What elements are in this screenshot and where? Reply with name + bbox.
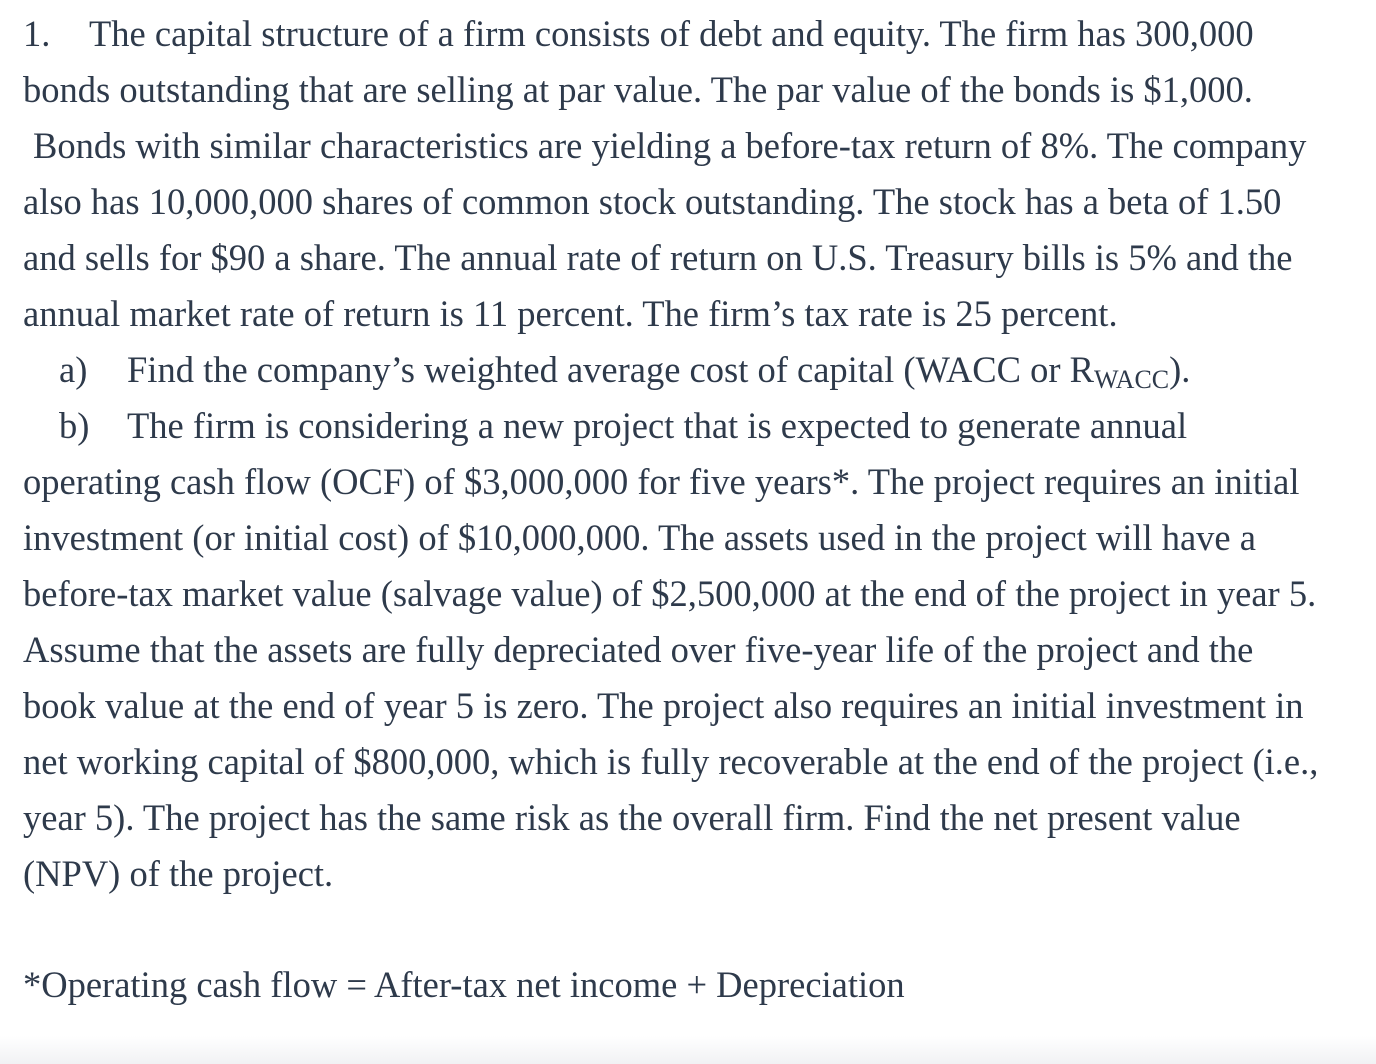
part-b-line-6: book value at the end of year 5 is zero. The project also requires an initial investment in [23, 685, 1304, 726]
part-b-text: The firm is considering a new project that is expected to generate annual [127, 405, 1188, 446]
part-b-line-4: before-tax market value (salvage value) of $2,500,000 at the end of the project in year 5. [23, 573, 1317, 614]
question-line-4: also has 10,000,000 shares of common stock outstanding. The stock has a beta of 1.50 [23, 181, 1282, 222]
part-b-line-9: (NPV) of the project. [23, 853, 334, 894]
part-b-line-7: net working capital of $800,000, which is fully recoverable at the end of the project (i.e., [23, 741, 1319, 782]
question-line-3: Bonds with similar characteristics are yielding a before-tax return of 8%. The company [33, 125, 1307, 166]
page-bottom-shadow [0, 1036, 1376, 1064]
footnote: *Operating cash flow = After-tax net income + Depreciation [23, 964, 905, 1005]
question-line-5: and sells for $90 a share. The annual rate of return on U.S. Treasury bills is 5% and the [23, 237, 1293, 278]
part-b-first-line [59, 406, 1187, 446]
question-line-2: bonds outstanding that are selling at par value. The par value of the bonds is $1,000. [23, 69, 1253, 110]
part-a [59, 350, 1190, 394]
part-a-text: Find the company’s weighted average cost of capital (WACC or R [127, 349, 1095, 390]
wacc-subscript: WACC [1094, 365, 1170, 394]
question-line-1 [23, 14, 1254, 54]
part-b-line-5: Assume that the assets are fully depreciated over five-year life of the project and the [23, 629, 1254, 670]
part-a-suffix: ). [1169, 349, 1191, 390]
question-text-line: The capital structure of a firm consists of debt and equity. The firm has 300,000 [89, 13, 1254, 54]
part-b-line-2: operating cash flow (OCF) of $3,000,000 for five years*. The project requires an initial [23, 461, 1300, 502]
part-b-label: b) [59, 405, 90, 446]
part-b-line-8: year 5). The project has the same risk as the overall firm. Find the net present value [23, 797, 1241, 838]
part-a-label: a) [59, 349, 88, 390]
question-number: 1. [23, 13, 51, 54]
part-b-line-3: investment (or initial cost) of $10,000,000. The assets used in the project will have a [23, 517, 1256, 558]
question-line-6: annual market rate of return is 11 percent. The firm’s tax rate is 25 percent. [23, 293, 1118, 334]
